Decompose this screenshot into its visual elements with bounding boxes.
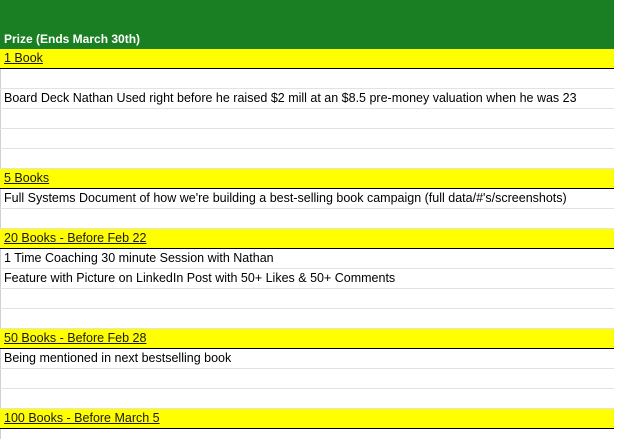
sheet-row[interactable] <box>0 89 614 109</box>
sheet-row[interactable] <box>0 389 614 409</box>
sheet-row[interactable] <box>0 69 614 89</box>
cell-text: Board Deck Nathan Used right before he raised $2 mill at an $8.5 pre-money valuation when he was 23 <box>4 91 577 105</box>
cell-text: 100 Books - Before March 5 <box>4 411 160 425</box>
cell-text: 1 Time Coaching 30 minute Session with Nathan <box>4 251 274 265</box>
sheet-row[interactable] <box>0 289 614 309</box>
header-cell[interactable] <box>0 0 617 49</box>
tier-heading-row[interactable] <box>0 49 614 69</box>
cell-text: Full Systems Document of how we're building a best-selling book campaign (full data/#'s/screenshots) <box>4 191 567 205</box>
tier-heading-row[interactable] <box>0 169 614 189</box>
header-label: Prize (Ends March 30th) <box>4 32 141 46</box>
cell-text: 20 Books - Before Feb 22 <box>4 231 147 245</box>
cell-text: 50 Books - Before Feb 28 <box>4 331 147 345</box>
cell-text: Feature with Picture on LinkedIn Post with 50+ Likes & 50+ Comments <box>4 271 396 285</box>
cell-text: 1 Book <box>4 51 43 65</box>
sheet-row[interactable] <box>0 189 614 209</box>
sheet-row[interactable] <box>0 129 614 149</box>
tier-heading-row[interactable] <box>0 229 614 249</box>
sheet-row[interactable] <box>0 269 614 289</box>
tier-heading-row[interactable] <box>0 409 614 429</box>
cell-text: Being mentioned in next bestselling book <box>4 351 232 365</box>
sheet-row[interactable] <box>0 349 614 369</box>
sheet-row[interactable] <box>0 149 614 169</box>
cell-text: 5 Books <box>4 171 50 185</box>
sheet-row[interactable] <box>0 309 614 329</box>
sheet-row[interactable] <box>0 249 614 269</box>
sheet-row[interactable] <box>0 209 614 229</box>
sheet-row[interactable] <box>0 369 614 389</box>
tier-heading-row[interactable] <box>0 329 614 349</box>
sheet-row[interactable] <box>0 109 614 129</box>
